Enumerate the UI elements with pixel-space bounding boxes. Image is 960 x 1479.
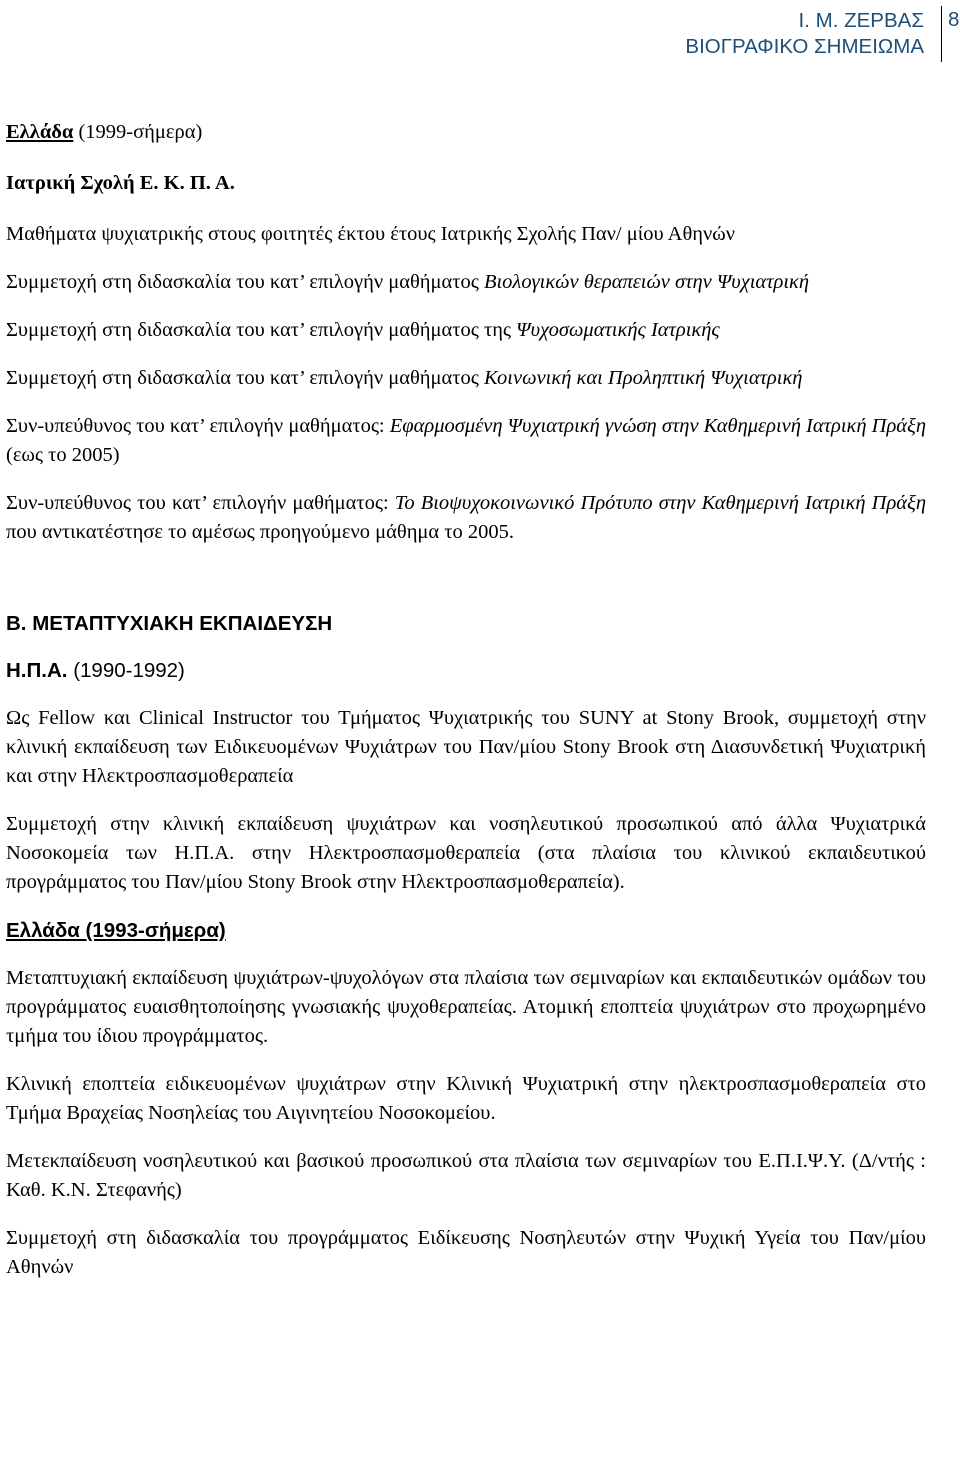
paragraph-gr-1: Μεταπτυχιακή εκπαίδευση ψυχιάτρων-ψυχολόγων στα πλαίσια των σεμιναρίων και εκπαιδευτικών ομάδων του προγράμματος ευαισθητοποίησης γνωσιακής ψυχοθεραπείας. Ατομική εποπτεία ψυχιάτρων στο προχωρημένο τμήμα του ίδιου προγράμματος. — [6, 967, 926, 1047]
paragraph-usa-2: Συμμετοχή στην κλινική εκπαίδευση ψυχιάτρων και νοσηλευτικού προσωπικού από άλλα Ψυχιατρικά Νοσοκομεία των Η.Π.Α. στην Ηλεκτροσπασμοθεραπεία (στα πλαίσια του κλινικού εκπαιδευτικού προγράμματος του Παν/μίου Stony Brook στην Ηλεκτροσπασμοθεραπεία). — [6, 813, 926, 893]
paragraph-gr-3: Μετεκπαίδευση νοσηλευτικού και βασικού προσωπικού στα πλαίσια των σεμιναρίων του Ε.Π.Ι.Ψ.Υ. (Δ/ντής : Καθ. Κ.Ν. Στεφανής) — [6, 1150, 926, 1201]
paragraph-gr-2: Κλινική εποπτεία ειδικευομένων ψυχιάτρων στην Κλινική Ψυχιατρική στην ηλεκτροσπασμοθεραπεία στο Τμήμα Βραχείας Νοσηλείας του Αιγινητείου Νοσοκομείου. — [6, 1073, 926, 1124]
header-text — [685, 8, 924, 60]
section-b-heading: Β. ΜΕΤΑΠΤΥΧΙΑΚΗ ΕΚΠΑΙΔΕΥΣΗ — [6, 612, 333, 635]
item-text: Συμμετοχή στη διδασκαλία του κατ’ επιλογήν μαθήματος — [6, 271, 484, 293]
paragraph-lectures: Μαθήματα ψυχιατρικής στους φοιτητές έκτου έτους Ιατρικής Σχολής Παν/ μίου Αθηνών — [6, 223, 736, 245]
course-title: Το Βιοψυχοκοινωνικό Πρότυπο στην Καθημερινή Ιατρική Πράξη — [394, 492, 926, 514]
item-note: που αντικατέστησε το αμέσως προηγούμενο μάθημα το 2005. — [6, 521, 515, 543]
item-text: Συν-υπεύθυνος του κατ’ επιλογήν μαθήματος: — [6, 415, 390, 437]
page-number: 8 — [948, 8, 960, 31]
item-text: Συμμετοχή στη διδασκαλία του κατ’ επιλογήν μαθήματος — [6, 367, 484, 389]
paragraph-usa-1: Ως Fellow και Clinical Instructor του Τμήματος Ψυχιατρικής του SUNY at Stony Brook, συμμετοχή στην κλινική εκπαίδευση των Ειδικευομένων Ψυχιάτρων του Παν/μίου Stony Brook στη Διασυνδετική Ψυχιατρική και στην Ηλεκτροσπασμοθεραπεία — [6, 707, 926, 787]
header-author: Ι. Μ. ΖΕΡΒΑΣ — [798, 9, 924, 32]
item-text: Συμμετοχή στη διδασκαλία του κατ’ επιλογήν μαθήματος της — [6, 319, 517, 341]
period-label: (1999-σήμερα) — [73, 121, 203, 143]
paragraph-item-2 — [6, 316, 926, 345]
paragraph-item-1 — [6, 268, 926, 297]
section-heading-greece — [6, 118, 926, 147]
usa-label: Η.Π.Α. — [6, 659, 68, 682]
paragraph-item-3 — [6, 364, 926, 393]
usa-heading — [6, 656, 926, 685]
greece-postgrad-heading: Ελλάδα (1993-σήμερα) — [6, 919, 226, 942]
item-text: Συν-υπεύθυνος του κατ’ επιλογήν μαθήματος: — [6, 492, 395, 514]
course-title: Βιολογικών θεραπειών στην Ψυχιατρική — [483, 271, 810, 293]
page-header — [0, 4, 960, 64]
country-label: Ελλάδα — [6, 121, 74, 143]
document-body — [6, 118, 926, 1282]
item-note: (εως το 2005) — [6, 444, 120, 466]
header-doc-title: ΒΙΟΓΡΑΦΙΚΟ ΣΗΜΕΙΩΜΑ — [685, 35, 924, 58]
course-title: Κοινωνική και Προληπτική Ψυχιατρική — [483, 367, 803, 389]
course-title: Εφαρμοσμένη Ψυχιατρική γνώση στην Καθημερινή Ιατρική Πράξη — [389, 415, 926, 437]
course-title: Ψυχοσωματικής Ιατρικής — [516, 319, 720, 341]
usa-period: (1990-1992) — [67, 659, 185, 682]
paragraph-item-4 — [6, 412, 926, 470]
paragraph-gr-4: Συμμετοχή στη διδασκαλία του προγράμματος Ειδίκευσης Νοσηλευτών στην Ψυχική Υγεία του Παν/μίου Αθηνών — [6, 1227, 926, 1278]
paragraph-item-5 — [6, 489, 926, 547]
school-heading: Ιατρική Σχολή Ε. Κ. Π. Α. — [6, 172, 235, 194]
header-divider — [941, 6, 942, 62]
